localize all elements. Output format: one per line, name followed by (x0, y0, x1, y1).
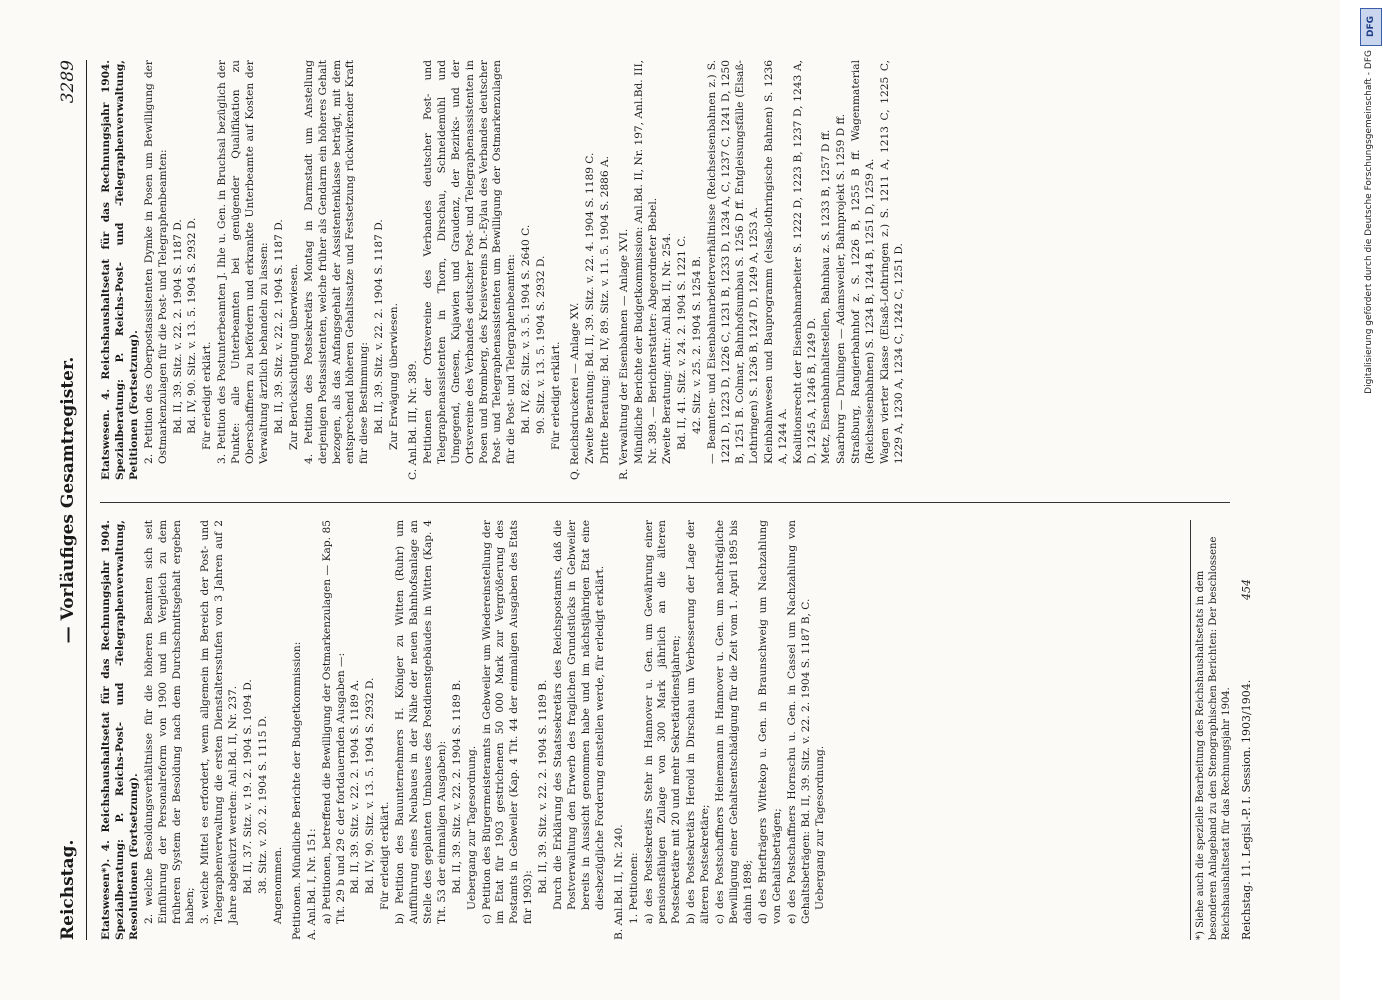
dfg-logo (1360, 8, 1382, 46)
index-entry: Zweite Beratung: Antr.: Anl.Bd. II, Nr. 254. (661, 232, 674, 464)
index-entry: 4. Petition des Postsekretärs Montag in Darmstadt um Anstellung derjenigen Postassistenten, welche früher als Gendarm ein höheres Gehalt bezogen, als das Anfangsgehalt der Assistentenklasse beträgt, mit dem entsprechend höheren Gehaltssatze und Festsetzung rückwirkender Kraft für diese Bestimmung: (302, 60, 371, 464)
index-entry: Bd. IV, 90. Sitz. v. 13. 5. 1904 S. 2932 D. (186, 217, 199, 434)
index-entry: Bd. II, 39. Sitz. v. 22. 2. 1904 S. 1189 B. (450, 679, 463, 894)
index-entry: 38. Sitz. v. 20. 2. 1904 S. 1115 D. (256, 715, 269, 894)
index-entry: B. Anl.Bd. II, Nr. 240. (612, 824, 625, 940)
index-entry: Petitionen. Mündliche Berichte der Budgetkommission: (290, 641, 303, 940)
index-entry: Straßburg, Rangierbahnhof z. S. 1226 B, 1255 B ff. Wagenmaterial (Reichseisenbahnen) S. 1234 B, 1244 B, 1251 D, 1259 A. (850, 60, 877, 464)
index-entry: Saarburg — Drulingen — Adamsweiler, Bahnprojekt S. 1259 D ff. (835, 113, 848, 464)
index-entry: A. Anl.Bd. I, Nr. 151: (305, 828, 318, 940)
dfg-sidebar (1357, 0, 1383, 1000)
dfg-credit: Digitalisierung gefördert durch die Deutsche Forschungsgemeinschaft - DFG (1364, 50, 1374, 394)
index-entry: b) Petition des Bauunternehmers H. Königer zu Witten (Ruhr) um Aufführung eines Neubaues in der Nähe der neuen Bahnhofsanlage an Stelle des geplanten Umbaues des Postdienstgebäudes in Witten (Kap. 4 Tit. 53 der einmaligen Ausgaben): (394, 520, 448, 924)
index-entry: a) Petitionen, betreffend die Bewilligung der Ostmarkenzulagen — Kap. 85 Tit. 29 b und 29 c der fortdauernden Ausgaben —: (320, 520, 347, 924)
index-entry: Q. Reichsdruckerei — Anlage XV. (569, 302, 581, 480)
footer-session: Reichstag. 11. Legisl.-P. I. Session. 1903/1904. (1240, 679, 1253, 940)
index-entry: c) Petition des Bürgermeisteramts in Gebweiler um Wiedereinstellung der im Etat für 1903 gestrichenen 50 000 Mark zur Vergrößerung des Postamts in Gebweiler (Kap. 4 Tit. 44 der einmaligen Ausgaben des Etats für 1903): (480, 520, 535, 924)
index-entry: Durch die Erklärung des Staatssekretärs des Reichspostamts, daß die Postverwaltung den Erwerb des fraglichen Grundstücks in Gebweiler bereits in Aussicht genommen habe und im nächstjährigen Etat eine diesbezügliche Forderung einstellen werde, für erledigt erklärt. (552, 520, 606, 910)
column-divider (100, 502, 1230, 503)
index-entry: Angenommen. (271, 846, 284, 924)
index-entry: Etatswesen*). 4. Reichshaushaltsetat für das Rechnungsjahr 1904. Spezialberatung: P. Reichs-Post- und -Telegraphenverwaltung, Resolutionen (Fortsetzung). (100, 520, 140, 940)
index-entry: Zur Berücksichtigung überwiesen. (287, 263, 300, 450)
index-entry: c) des Postschaffners Heinemann in Hannover u. Gen. um nachträgliche Bewilligung einer Gehaltsentschädigung für die Zeit vom 1. April 1895 bis dahin 1898; (714, 520, 754, 924)
index-entry: R. Verwaltung der Eisenbahnen — Anlage XVI. (617, 228, 630, 480)
index-entry: Wagen vierter Klasse (Elsaß-Lothringen z.) S. 1211 A, 1213 C, 1225 C, 1229 A, 1230 A, 1234 C, 1242 C, 1251 D. (879, 60, 905, 464)
page-number: 3289 (58, 60, 78, 104)
index-entry: Bd. II, 39. Sitz. v. 22. 2. 1904 S. 1189 B. (537, 679, 550, 894)
index-entry: Koalitionsrecht der Eisenbahnarbeiter S. 1222 D, 1223 B, 1237 D, 1243 A, D, 1245 A, 1246 B, 1249 D. (791, 60, 818, 464)
index-entry: Zur Erwägung überwiesen. (388, 303, 401, 450)
index-entry: Für erledigt erklärt. (550, 341, 563, 450)
index-entry: Für erledigt erklärt. (201, 341, 214, 450)
index-entry: Kleinbahnwesen und Bauprogramm (elsaß-lothringische Bahnen) S. 1236 A, 1244 A. (762, 60, 789, 464)
index-entry: Dritte Beratung: Bd. IV, 89. Sitz. v. 11. 5. 1904 S. 2886 A. (598, 155, 611, 464)
footnote: *) Siehe auch die spezielle Bearbeitung des Reichshaushaltsetats in dem besonderen Anlageband zu den Stenographischen Berichten: Der beschlossene Reichshaushaltsetat für das Rechnungsjahr 1904. (1190, 520, 1233, 940)
index-entry: Bd. II, 39. Sitz. v. 22. 2. 1904 S. 1187 D. (171, 219, 184, 434)
index-entry: 90. Sitz. v. 13. 5. 1904 S. 2932 D. (535, 255, 548, 434)
index-entry: b) des Postsekretärs Herold in Dirschau um Verbesserung der Lage der älteren Postsekretäre; (685, 520, 712, 924)
sheet-number: 454 (1240, 579, 1253, 600)
index-entry: C. Anl.Bd. III, Nr. 389. (407, 360, 420, 480)
index-entry: Uebergang zur Tagesordnung. (814, 745, 827, 910)
index-entry: 3. welche Mittel es erfordert, wenn allgemein im Bereich der Post- und Telegraphenverwaltung die ersten Dienstaltersstufen von 3 Jahren auf 2 Jahre abgekürzt werden: Anl.Bd. II, Nr. 237. (199, 520, 240, 924)
index-entry: Bd. IV, 82. Sitz. v. 3. 5. 1904 S. 2640 C. (520, 224, 533, 434)
index-entry: e) des Postschaffners Hornschu u. Gen. in Cassel um Nachzahlung von Gehaltsbeträgen: Bd. II, 39. Sitz. v. 22. 2. 1904 S. 1187 B, C. (785, 520, 812, 924)
index-entry: Bd. II, 39. Sitz. v. 22. 2. 1904 S. 1187 D. (272, 219, 285, 434)
index-entry: Für erledigt erklärt. (379, 801, 392, 910)
index-entry: Bd. II, 41. Sitz. v. 24. 2. 1904 S. 1221 C. (676, 235, 689, 450)
index-entry: d) des Briefträgers Wittekop u. Gen. in Braunschweig um Nachzahlung von Gehaltsbeträgen; (756, 520, 783, 924)
dfg-logo-text: DFG (1366, 16, 1376, 38)
index-entry: Petitionen der Ortsvereine des Verbandes deutscher Post- und Telegraphenassistenten in Thorn, Dirschau, Schneidemühl und Umgegend, Gnesen, Kujawien und Graudenz, der Bezirks- und der Ortsvereine des Verbandes deutscher Post- und Telegraphenassistenten in Posen und Bromberg, des Kreisvereins Dt.-Eylau des Verbandes deutscher Post- und Telegraphenassistenten um Bewilligung der Ostmarkenzulagen für die Post- und Telegraphenbeamten: (421, 60, 518, 464)
index-entry: — Beamten- und Eisenbahnarbeiterverhältnisse (Reichseisenbahnen z.) S. 1221 D, 1223 D, 1226 C, 1231 B, 1233 D, 1234 A, C, 1237 C, 1241 D, 1250 B, 1251 B. Colmar, Bahnhofsumbau S. 1256 D ff. Entgleisungsfälle (Elsaß-Lothringen) S. 1236 B, 1247 D, 1249 A, 1253 A. (706, 60, 760, 464)
index-entry: 42. Sitz. v. 25. 2. 1904 S. 1254 B. (691, 255, 704, 434)
index-entry: 1. Petitionen: (627, 852, 640, 924)
index-entry: 2. welche Besoldungsverhältnisse für die höheren Beamten sich seit Einführung der Personalreform von 1900 und im Vergleich zu dem früheren System der Besoldung nach dem Durchschnittsgehalt ergeben haben; (142, 520, 197, 924)
index-entry: Etatswesen. 4. Reichshaushaltsetat für das Rechnungsjahr 1904. Spezialberatung: P. Reichs-Post- und -Telegraphenverwaltung, Petitionen (Fortsetzung). (100, 60, 140, 480)
index-entry: Mündliche Berichte der Budgetkommission: Anl.Bd. II, Nr. 197, Anl.Bd. III, Nr. 389. — Berichterstatter: Abgeordneter Bebel. (632, 60, 659, 464)
right-column (100, 60, 1230, 480)
index-entry: a) des Postsekretärs Stehr in Hannover u. Gen. um Gewährung einer pensionsfähigen Zulage von 300 Mark jährlich an die älteren Postsekretäre mit 20 und mehr Sekretärdienstjahren; (642, 520, 683, 924)
index-entry: 3. Petition des Postunterbeamten J. Ihle u. Gen. in Bruchsal bezüglich der Punkte: alle Unterbeamten bei genügender Qualifikation zu Oberschaffnern zu befördern und erkrankte Unterbeamte auf Kosten der Verwaltung ärztlich behandeln zu lassen: (216, 60, 270, 464)
index-entry: Bd. IV, 90. Sitz. v. 13. 5. 1904 S. 2932 D. (364, 677, 377, 894)
index-entry: Uebergang zur Tagesordnung. (465, 745, 478, 910)
index-entry: Bd. II, 39. Sitz. v. 22. 2. 1904 S. 1189 A. (349, 679, 362, 894)
left-column (100, 520, 1230, 940)
index-entry: Zweite Beratung: Bd. II, 39. Sitz. v. 22. 4. 1904 S. 1189 C. (583, 152, 596, 464)
header-reichstag: Reichstag. (58, 839, 78, 940)
header-title: — Vorläufiges Gesamtregister. (58, 356, 78, 644)
index-entry: Bd. II, 39. Sitz. v. 22. 2. 1904 S. 1187 D. (373, 219, 386, 434)
page-header (52, 60, 87, 940)
index-entry: Bd. II, 37. Sitz. v. 19. 2. 1904 S. 1094 D. (242, 679, 255, 894)
index-entry: Metz, Eisenbahnhaltestellen, Bahnbau z. S. 1233 B, 1257 D ff. (820, 129, 833, 464)
index-entry: 2. Petition des Oberpostassistenten Dymke in Posen um Bewilligung der Ostmarkenzulagen für die Post- und Telegraphenbeamten: (142, 60, 169, 464)
